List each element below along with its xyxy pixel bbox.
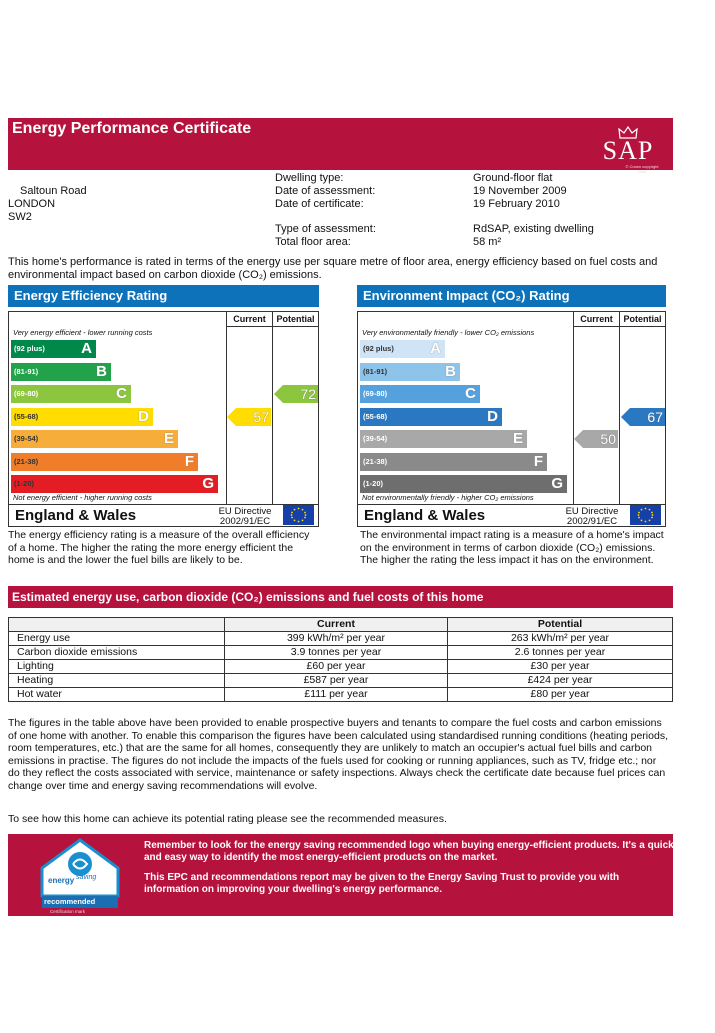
band-range-label: (81-91): [14, 366, 39, 376]
energy-panel-title: Energy Efficiency Rating: [8, 285, 319, 307]
band-letter-label: G: [551, 475, 563, 492]
sap-logo: [593, 126, 663, 174]
current-rating-value: 50: [600, 431, 616, 447]
table-cell-current: £60 per year: [225, 660, 448, 674]
band-letter-label: E: [163, 430, 174, 447]
rating-band-c: [360, 385, 480, 403]
energy-description: The energy efficiency rating is a measure of the overall efficiency of a home. The higher the rating the more energy efficient the home is and the lower the fuel bills are likely to be.: [8, 529, 310, 566]
region-label: England & Wales: [15, 507, 137, 524]
table-cell-current: 3.9 tonnes per year: [225, 646, 448, 660]
band-range-label: (69-80): [14, 389, 39, 398]
table-cell-label: Lighting: [9, 660, 225, 674]
table-cell-potential: £424 per year: [448, 674, 673, 688]
table-row: [9, 660, 673, 674]
table-cell-potential: £30 per year: [448, 660, 673, 674]
env-panel-title: Environment Impact (CO₂) Rating: [357, 285, 666, 307]
env-description: The environmental impact rating is a measure of a home's impact on the environment in terms of carbon dioxide (CO₂) emissions. The higher the rating the less impact it has on the environment.: [360, 529, 664, 566]
detail-label-assessment-date: Date of assessment:: [275, 185, 376, 197]
env-rating-chart: [357, 311, 666, 527]
rating-band-a: [11, 340, 96, 358]
band-letter-label: B: [96, 362, 107, 380]
estimates-table: [8, 617, 673, 702]
potential-rating-value: 72: [300, 386, 316, 402]
address-line-2: LONDON: [8, 198, 56, 210]
current-rating-value: 57: [253, 408, 269, 425]
divider: [358, 504, 665, 505]
figures-paragraph: The figures in the table above have been provided to enable prospective buyers and tenants to compare the fuel costs and carbon emissions of one home with another. To enable this comparison the figures have been calculated using standardised running conditions (heating periods, room temperatures, etc.) that are the same for all homes, consequently they are unlikely to match an occupier's actual fuel bills and carbon emissions in practise. The figures do not include the impacts of the fuels used for cooking or running appliances, such as TV, fridge etc.; nor do they reflect the costs associated with service, maintenance or safety inspections. Always check the certificate date because fuel prices can change over time and energy saving recommendations will evolve.: [8, 717, 668, 792]
potential-paragraph: To see how this home can achieve its potential rating please see the recommended measures.: [8, 813, 447, 825]
saving-banner-text-1: Remember to look for the energy saving recommended logo when buying energy-efficient products. It's a quick and easy way to identify the most energy-efficient products on the market.: [144, 840, 674, 863]
band-range-label: (69-80): [363, 389, 388, 398]
band-range-label: (39-54): [363, 434, 388, 443]
divider: [573, 326, 665, 327]
band-range-label: (81-91): [363, 366, 388, 376]
divider: [573, 312, 574, 504]
saving-banner-text-2: This EPC and recommendations report may be given to the Energy Saving Trust to provide you with information on improving your dwelling's energy performance.: [144, 872, 620, 895]
logo-word-saving: saving: [76, 874, 97, 881]
table-cell-label: Energy use: [9, 632, 225, 646]
potential-column-header: Potential: [623, 314, 662, 324]
table-header-potential: Potential: [448, 618, 673, 632]
page-title: Energy Performance Certificate: [12, 120, 252, 137]
band-letter-label: F: [184, 452, 194, 470]
rating-band-b: [360, 363, 460, 381]
band-range-label: (1-20): [363, 479, 384, 488]
eu-directive-label: [211, 507, 279, 527]
bottom-note: Not environmentally friendly - higher CO₂ emissions: [362, 493, 534, 502]
band-range-label: (55-68): [363, 411, 388, 421]
intro-text: This home's performance is rated in terms of the energy use per square metre of floor area, energy efficiency based on fuel costs and environmental impact based on carbon dioxide (CO₂) emissions.: [8, 256, 658, 281]
region-label: England & Wales: [364, 507, 486, 524]
eu-directive-text: EU Directive: [565, 506, 619, 517]
band-letter-label: A: [430, 340, 441, 357]
table-cell-potential: £80 per year: [448, 688, 673, 702]
band-range-label: (55-68): [14, 411, 39, 421]
detail-label-dwelling-type: Dwelling type:: [275, 172, 344, 184]
current-column-header: Current: [233, 314, 266, 324]
divider: [619, 312, 620, 504]
address-line-3: SW2: [8, 211, 32, 223]
bottom-note: Not energy efficient - higher running costs: [13, 493, 152, 502]
potential-column-header: Potential: [276, 314, 315, 324]
eu-directive-label: [558, 507, 626, 527]
eu-directive-text: EU Directive: [218, 506, 272, 517]
detail-label-assessment-type: Type of assessment:: [275, 223, 376, 235]
table-cell-label: Heating: [9, 674, 225, 688]
rating-band-c: [11, 385, 131, 403]
rating-band-d: [360, 408, 502, 426]
rating-band-f: [11, 453, 198, 471]
energy-rating-chart: [8, 311, 319, 527]
detail-label-floor-area: Total floor area:: [275, 236, 351, 248]
header-banner: [8, 118, 673, 174]
logo-caption: Certification mark: [50, 909, 86, 914]
table-row: [9, 688, 673, 702]
band-letter-label: E: [512, 430, 523, 447]
band-range-label: (92 plus): [14, 344, 45, 353]
band-range-label: (39-54): [14, 434, 39, 443]
eu-directive-code: 2002/91/EC: [566, 516, 618, 527]
band-letter-label: D: [138, 407, 149, 425]
rating-band-e: [360, 430, 527, 448]
rating-band-g: [11, 475, 218, 493]
sap-copyright: © Crown copyright 2005: [625, 164, 659, 174]
estimates-title: Estimated energy use, carbon dioxide (CO₂) emissions and fuel costs of this home: [8, 586, 673, 608]
address-line-1: Saltoun Road: [20, 185, 87, 197]
top-note: Very environmentally friendly - lower CO₂ emissions: [362, 328, 535, 337]
divider: [226, 326, 318, 327]
eu-flag-icon: [283, 505, 314, 525]
detail-value-assessment-type: RdSAP, existing dwelling: [473, 223, 594, 235]
detail-value-certificate-date: 19 February 2010: [473, 198, 560, 210]
band-range-label: (21-38): [14, 456, 39, 466]
table-cell-potential: 2.6 tonnes per year: [448, 646, 673, 660]
table-cell-current: £111 per year: [225, 688, 448, 702]
band-range-label: (1-20): [14, 479, 35, 488]
detail-value-dwelling-type: Ground-floor flat: [473, 172, 553, 184]
table-cell-current: £587 per year: [225, 674, 448, 688]
detail-value-floor-area: 58 m²: [473, 236, 502, 248]
energy-saving-banner: [8, 834, 673, 916]
divider: [9, 504, 318, 505]
table-row: [9, 646, 673, 660]
detail-label-certificate-date: Date of certificate:: [275, 198, 364, 210]
rating-band-g: [360, 475, 567, 493]
table-cell-label: Carbon dioxide emissions: [9, 646, 225, 660]
detail-value-assessment-date: 19 November 2009: [473, 185, 567, 197]
rating-band-a: [360, 340, 445, 358]
band-letter-label: B: [445, 362, 456, 380]
rating-band-d: [11, 408, 153, 426]
table-header-blank: [9, 618, 225, 632]
rating-band-f: [360, 453, 547, 471]
table-row: [9, 674, 673, 688]
table-header-current: Current: [225, 618, 448, 632]
divider: [272, 312, 273, 504]
band-letter-label: C: [116, 385, 127, 402]
rating-band-e: [11, 430, 178, 448]
current-column-header: Current: [580, 314, 613, 324]
potential-rating-value: 67: [647, 408, 663, 425]
band-letter-label: C: [465, 385, 476, 402]
band-range-label: (21-38): [363, 456, 388, 466]
band-letter-label: F: [533, 452, 543, 470]
band-letter-label: D: [487, 407, 498, 425]
eu-flag-icon: [630, 505, 661, 525]
band-letter-label: A: [81, 340, 92, 357]
logo-word-energy: energy: [48, 876, 75, 885]
top-note: Very energy efficient - lower running costs: [13, 328, 153, 337]
table-cell-current: 399 kWh/m² per year: [225, 632, 448, 646]
band-range-label: (92 plus): [363, 344, 394, 353]
sap-logo-text: SAP: [602, 136, 654, 165]
eu-directive-code: 2002/91/EC: [219, 516, 271, 527]
logo-word-recommended: recommended: [44, 897, 96, 906]
table-cell-label: Hot water: [9, 688, 225, 702]
rating-band-b: [11, 363, 111, 381]
band-letter-label: G: [202, 475, 214, 492]
table-body: [9, 632, 673, 702]
table-header-row: [9, 618, 673, 632]
table-cell-potential: 263 kWh/m² per year: [448, 632, 673, 646]
table-row: [9, 632, 673, 646]
